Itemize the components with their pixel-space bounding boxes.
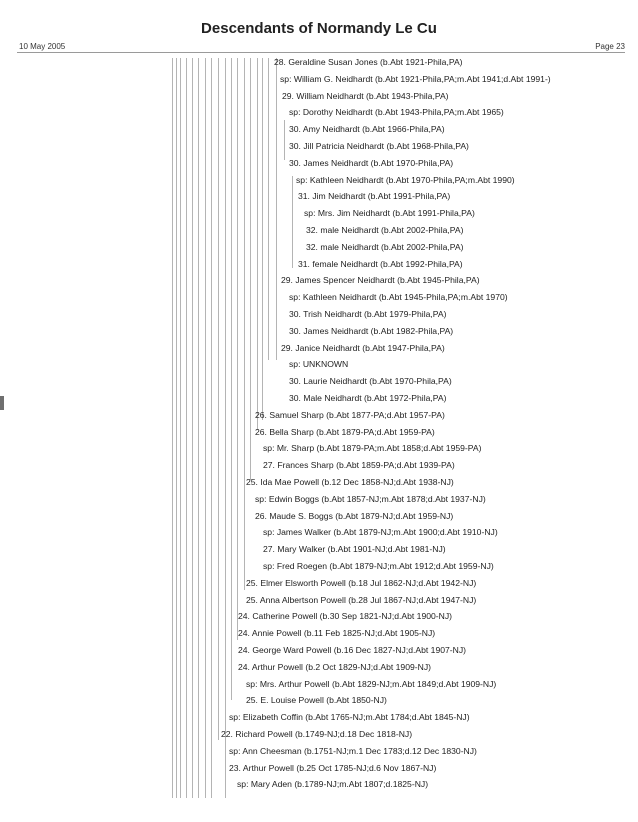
list-item: 31. Jim Neidhardt (b.Abt 1991-Phila,PA) <box>298 191 451 201</box>
list-item: 26. Bella Sharp (b.Abt 1879-PA;d.Abt 1959-PA) <box>255 427 435 437</box>
list-item: 26. Samuel Sharp (b.Abt 1877-PA;d.Abt 1957-PA) <box>255 410 445 420</box>
tree-connector-line <box>172 58 173 798</box>
list-item: sp: Mary Aden (b.1789-NJ;m.Abt 1807;d.1825-NJ) <box>237 779 429 789</box>
list-item: 26. Maude S. Boggs (b.Abt 1879-NJ;d.Abt 1959-NJ) <box>255 511 454 521</box>
list-item: sp: Kathleen Neidhardt (b.Abt 1945-Phila,PA;m.Abt 1970) <box>289 292 508 302</box>
list-item: sp: Elizabeth Coffin (b.Abt 1765-NJ;m.Abt 1784;d.Abt 1845-NJ) <box>229 712 470 722</box>
list-item: 25. Ida Mae Powell (b.12 Dec 1858-NJ;d.Abt 1938-NJ) <box>246 477 454 487</box>
tree-connector-line <box>225 58 226 798</box>
list-item: 27. Mary Walker (b.Abt 1901-NJ;d.Abt 1981-NJ) <box>263 544 446 554</box>
list-item: 30. Laurie Neidhardt (b.Abt 1970-Phila,PA) <box>289 376 452 386</box>
list-item: 30. James Neidhardt (b.Abt 1982-Phila,PA) <box>289 326 454 336</box>
list-item: 32. male Neidhardt (b.Abt 2002-Phila,PA) <box>306 225 464 235</box>
list-item: 28. Geraldine Susan Jones (b.Abt 1921-Phila,PA) <box>274 57 463 67</box>
tree-connector-line <box>250 58 251 480</box>
list-item: 30. Male Neidhardt (b.Abt 1972-Phila,PA) <box>289 393 447 403</box>
list-item: sp: Dorothy Neidhardt (b.Abt 1943-Phila,PA;m.Abt 1965) <box>289 107 504 117</box>
tree-connector-line <box>231 58 232 700</box>
page-title: Descendants of Normandy Le Cu <box>201 20 437 37</box>
list-item: sp: UNKNOWN <box>289 359 349 369</box>
list-item: sp: James Walker (b.Abt 1879-NJ;m.Abt 1900;d.Abt 1910-NJ) <box>263 527 498 537</box>
tree-connector-line <box>218 58 219 740</box>
tree-connector-line <box>176 58 177 798</box>
list-item: 29. James Spencer Neidhardt (b.Abt 1945-Phila,PA) <box>281 275 480 285</box>
list-item: 32. male Neidhardt (b.Abt 2002-Phila,PA) <box>306 242 464 252</box>
list-item: 23. Arthur Powell (b.25 Oct 1785-NJ;d.6 Nov 1867-NJ) <box>229 763 437 773</box>
tree-connector-line <box>268 58 269 360</box>
list-item: 25. E. Louise Powell (b.Abt 1850-NJ) <box>246 695 387 705</box>
list-item: 30. Amy Neidhardt (b.Abt 1966-Phila,PA) <box>289 124 445 134</box>
tree-connector-line <box>276 58 277 360</box>
list-item: 29. William Neidhardt (b.Abt 1943-Phila,PA) <box>282 91 449 101</box>
tree-connector-line <box>237 58 238 640</box>
tree-connector-line <box>180 58 181 798</box>
list-item: sp: Edwin Boggs (b.Abt 1857-NJ;m.Abt 1878;d.Abt 1937-NJ) <box>255 494 486 504</box>
tree-connector-line <box>262 58 263 420</box>
tree-connector-line <box>284 120 285 160</box>
list-item: 24. Catherine Powell (b.30 Sep 1821-NJ;d.Abt 1900-NJ) <box>238 611 453 621</box>
list-item: 24. Arthur Powell (b.2 Oct 1829-NJ;d.Abt 1909-NJ) <box>238 662 431 672</box>
tree-connector-line <box>257 58 258 430</box>
tree-connector-line <box>244 58 245 590</box>
list-item: 27. Frances Sharp (b.Abt 1859-PA;d.Abt 1939-PA) <box>263 460 455 470</box>
list-item: 29. Janice Neidhardt (b.Abt 1947-Phila,PA) <box>281 343 445 353</box>
scan-edge-mark <box>0 396 4 410</box>
tree-connector-line <box>292 176 293 268</box>
tree-connector-line <box>192 58 193 798</box>
list-item: 30. Jill Patricia Neidhardt (b.Abt 1968-Phila,PA) <box>289 141 469 151</box>
tree-connector-line <box>186 58 187 798</box>
list-item: 22. Richard Powell (b.1749-NJ;d.18 Dec 1818-NJ) <box>221 729 413 739</box>
report-date: 10 May 2005 <box>19 42 66 51</box>
list-item: 24. Annie Powell (b.11 Feb 1825-NJ;d.Abt 1905-NJ) <box>238 628 436 638</box>
list-item: 30. James Neidhardt (b.Abt 1970-Phila,PA) <box>289 158 454 168</box>
list-item: 25. Elmer Elsworth Powell (b.18 Jul 1862-NJ;d.Abt 1942-NJ) <box>246 578 477 588</box>
list-item: sp: Fred Roegen (b.Abt 1879-NJ;m.Abt 1912;d.Abt 1959-NJ) <box>263 561 494 571</box>
list-item: sp: Mrs. Arthur Powell (b.Abt 1829-NJ;m.Abt 1849;d.Abt 1909-NJ) <box>246 679 497 689</box>
tree-connector-line <box>198 58 199 798</box>
list-item: 25. Anna Albertson Powell (b.28 Jul 1867-NJ;d.Abt 1947-NJ) <box>246 595 477 605</box>
page-number: Page 23 <box>595 42 625 51</box>
list-item: sp: Mr. Sharp (b.Abt 1879-PA;m.Abt 1858;d.Abt 1959-PA) <box>263 443 482 453</box>
tree-connector-line <box>211 58 212 798</box>
list-item: sp: Mrs. Jim Neidhardt (b.Abt 1991-Phila,PA) <box>304 208 475 218</box>
tree-connector-line <box>205 58 206 798</box>
header-rule <box>17 52 625 53</box>
list-item: sp: Ann Cheesman (b.1751-NJ;m.1 Dec 1783;d.12 Dec 1830-NJ) <box>229 746 477 756</box>
list-item: 31. female Neidhardt (b.Abt 1992-Phila,PA) <box>298 259 463 269</box>
list-item: 24. George Ward Powell (b.16 Dec 1827-NJ;d.Abt 1907-NJ) <box>238 645 467 655</box>
list-item: sp: William G. Neidhardt (b.Abt 1921-Phila,PA;m.Abt 1941;d.Abt 1991-) <box>280 74 551 84</box>
list-item: 30. Trish Neidhardt (b.Abt 1979-Phila,PA) <box>289 309 447 319</box>
list-item: sp: Kathleen Neidhardt (b.Abt 1970-Phila,PA;m.Abt 1990) <box>296 175 515 185</box>
